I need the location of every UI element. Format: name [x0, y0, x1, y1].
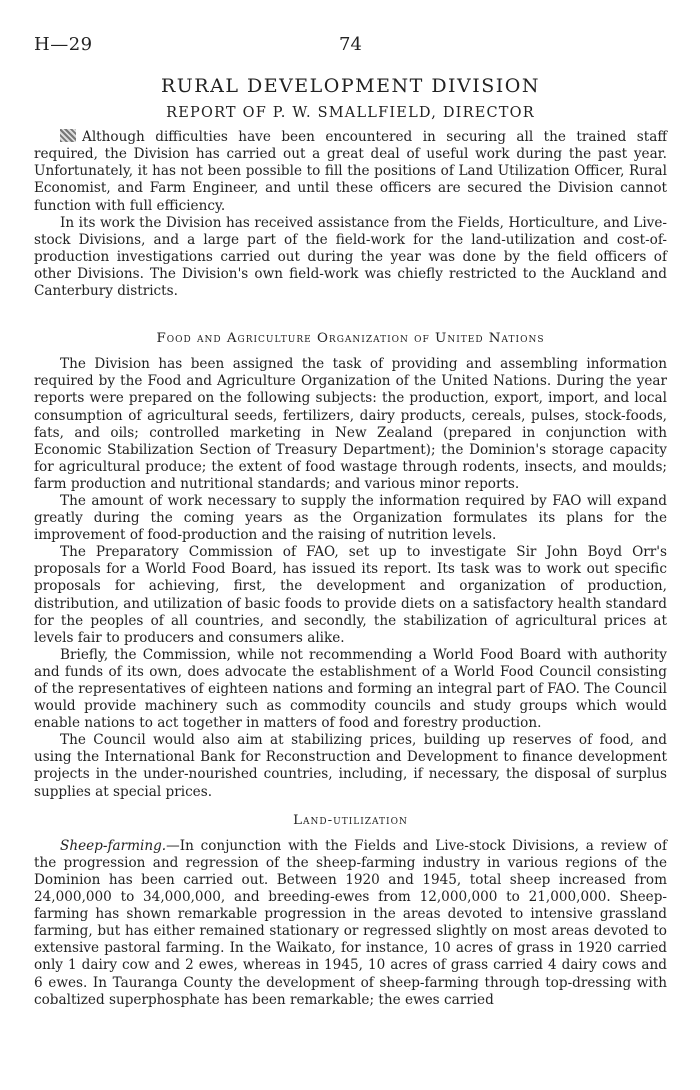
page-subtitle: REPORT OF P. W. SMALLFIELD, DIRECTOR: [166, 105, 535, 122]
section-heading-fao: Food and Agriculture Organization of United Nations: [156, 331, 545, 347]
fao-paragraph-4: Briefly, the Commission, while not recommending a World Food Board with authority and funds of its own, does advocate the establishment of a World Food Council consisting of the representatives of eighteen nations and forming an integral part of FAO. The Council would provide machinery such as commodity councils and study groups which would enable nations to act together in matters of food and forestry production.: [34, 646, 667, 732]
intro-paragraph-1: [34, 129, 667, 214]
print-mark-icon: [60, 129, 76, 142]
fao-paragraph-3: The Preparatory Commission of FAO, set up to investigate Sir John Boyd Orr's proposals for a World Food Board, has issued its report. Its task was to work out specific proposals for achieving, first, the development and organization of production, distribution, and utilization of basic foods to provide diets on a satisfactory health standard for the peoples of all countries, and secondly, the stabilization of agricultural prices at levels fair to producers and consumers alike.: [34, 544, 667, 646]
land-paragraph-1-text: —In conjunction with the Fields and Live-stock Divisions, a review of the progression and regression of the sheep-farming industry in various regions of the Dominion has been carried out. Between 1920 and 1945, total sheep increased from 24,000,000 to 34,000,000, and breeding-ewes from 12,000,000 to 21,000,000. Sheep-farming has shown remarkable progression in the areas devoted to intensive grassland farming, but has either remained stationary or regressed slightly on most areas devoted to extensive pastoral farming. In the Waikato, for instance, 10 acres of grass in 1920 carried only 1 dairy cow and 2 ewes, whereas in 1945, 10 acres of grass carried 4 dairy cows and 6 ewes. In Tauranga County the development of sheep-farming through top-dressing with cobaltized superphosphate has been remarkable; the ewes carried: [34, 837, 667, 1008]
section-heading-land-utilization: Land-utilization: [293, 812, 408, 828]
intro-paragraph-1-text: Although difficulties have been encountered in securing all the trained staff required, the Division has carried out a great deal of useful work during the past year. Unfortunately, it has not been possible to fill the positions of Land Utilization Officer, Rural Economist, and Farm Engineer, and until these officers are secured the Division cannot function with full efficiency.: [34, 129, 667, 214]
sheep-farming-lead: Sheep-farming.: [60, 837, 167, 854]
page-header: [34, 28, 667, 58]
fao-paragraph-5: The Council would also aim at stabilizing prices, building up reserves of food, and using the International Bank for Reconstruction and Development to finance development projects in the under-nourished countries, including, if necessary, the disposal of surplus supplies at special prices.: [34, 732, 667, 800]
page-number: 74: [339, 34, 362, 55]
intro-paragraph-2: In its work the Division has received assistance from the Fields, Horticulture, and Live-stock Divisions, and a large part of the field-work for the land-utilization and cost-of-production investigations carried out during the year was done by the field officers of other Divisions. The Division's own field-work was chiefly restricted to the Auckland and Canterbury districts.: [34, 214, 667, 300]
page-reference: H—29: [34, 34, 93, 55]
page-title: RURAL DEVELOPMENT DIVISION: [160, 75, 541, 97]
fao-paragraph-1: The Division has been assigned the task of providing and assembling information required by the Food and Agriculture Organization of the United Nations. During the year reports were prepared on the following subjects: the production, export, import, and local consumption of agricultural seeds, fertilizers, dairy products, cereals, pulses, stock-foods, fats, and oils; controlled marketing in New Zealand (prepared in conjunction with Economic Stabilization Section of Treasury Department); the Dominion's storage capacity for agricultural produce; the extent of food wastage through rodents, insects, and moulds; farm production and nutritional standards; and various minor reports.: [34, 356, 667, 492]
land-paragraph-1: [34, 838, 667, 1009]
fao-paragraph-2: The amount of work necessary to supply the information required by FAO will expand greatly during the coming years as the Organization formulates its plans for the improvement of food-production and the raising of nutrition levels.: [34, 492, 667, 544]
